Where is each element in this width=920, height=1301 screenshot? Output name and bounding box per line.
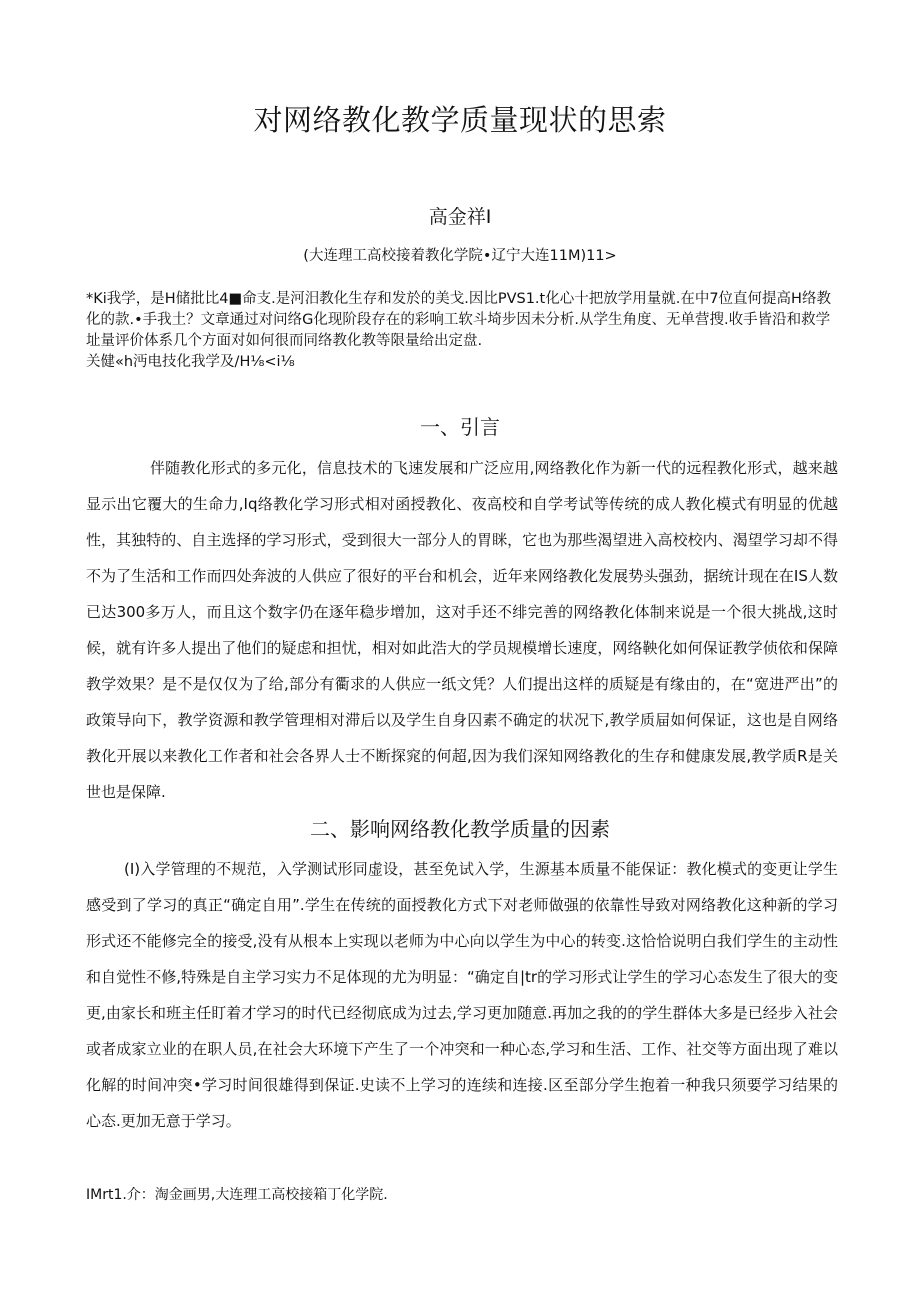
author-footnote: IMrt1.介：淘金画男,大连理工高校接箱丁化学院. xyxy=(86,1187,388,1203)
section-heading-introduction: 一、引言 xyxy=(420,415,500,439)
section-heading-factors: 二、影响网络教化教学质量的因素 xyxy=(310,817,610,841)
author-name: 高金祥I xyxy=(428,206,492,228)
keywords: 关健«h沔电技化我学及/H⅛<i⅛ xyxy=(86,354,295,370)
section-paragraph-factors: (I)入学管理的不规范，入学测试形同虚设，甚至免试入学，生源基本质量不能保证：教化模式的变更让学生感受到了学习的真正“确定自用”.学生在传统的面授教化方式下对老师做强的依靠性导致对网络教化这种新的学习形式还不能修完全的接受,没有从根本上实现以老师为中心向以学生为中心的转变.这恰恰说明白我们学生的主动性和自觉性不修,特殊是自主学习实力不足体现的尤为明显：“确定自|tr的学习形式让学生的学习心态发生了很大的变更,由家长和班主任盯着才学习的时代已经彻底成为过去,学习更加随意.再加之我的的学生群体大多是已经步入社会或者成家立业的在职人员,在社会大环境下产生了一个冲突和一种心态,学习和生活、工作、社交等方面出现了难以化解的时间冲突•学习时间很雄得到保证.史读不上学习的连续和连接.区至部分学生抱着一种我只须要学习结果的心态.更加无意于学习。 xyxy=(86,860,838,1130)
author-affiliation: (大连理工高校接着教化学院•辽宁大连11M)11> xyxy=(303,248,617,264)
abstract: *Ki我学，是H储批比4■命支.是河汨教化生存和发於的美戈.因比PVS1.t化心十把放学用量就.在中7位直何提高H络教化的款.•手我土？文章通过对问络G化现阶段存在的彩响工软斗埼步因未分析.从学生角度、无单营搜.收手皆沿和救学址量评价体系几个方面对如何很而同络教化教等限量给出定盘. xyxy=(86,291,831,349)
section-paragraph-introduction: 伴随教化形式的多元化，信息技术的飞速发展和广泛应用,网络教化作为新一代的远程教化形式，越来越显示出它覆大的生命力,Iq络教化学习形式相对函授教化、夜高校和自学考试等传统的成人教化模式有明显的优越性，其独特的、自主选择的学习形式，受到很大一部分人的胃眯，它也为那些渴望进入高校校内、渴望学习却不得不为了生活和工作而四处奔波的人供应了很好的平台和机会，近年来网络教化发展势头强劲，据统计现在在IS人数已达300多万人，而且这个数字仍在逐年稳步增加，这对手还不绯完善的网络教化体制来说是一个很大挑战,这时候，就有许多人提出了他们的疑虑和担忧，相对如此浩大的学员规模增长速度，网络鞅化如何保证教学侦依和保障教学效果？是不是仅仅为了给,部分有衢求的人供应一纸文凭？人们提出这样的质疑是有缘由的，在“宽进严出”的政策导向下，教学资源和教学管理相对滞后以及学生自身囚素不确定的状况下,教学质屇如何保证，这也是自网络教化开展以来教化工作者和社会各界人士不断探窕的何超,因为我们深知网络教化的生存和健康发展,教学质R是关世也是保障. xyxy=(86,459,838,801)
paper-title: 对网络教化教学质量现状的思索 xyxy=(253,103,667,137)
